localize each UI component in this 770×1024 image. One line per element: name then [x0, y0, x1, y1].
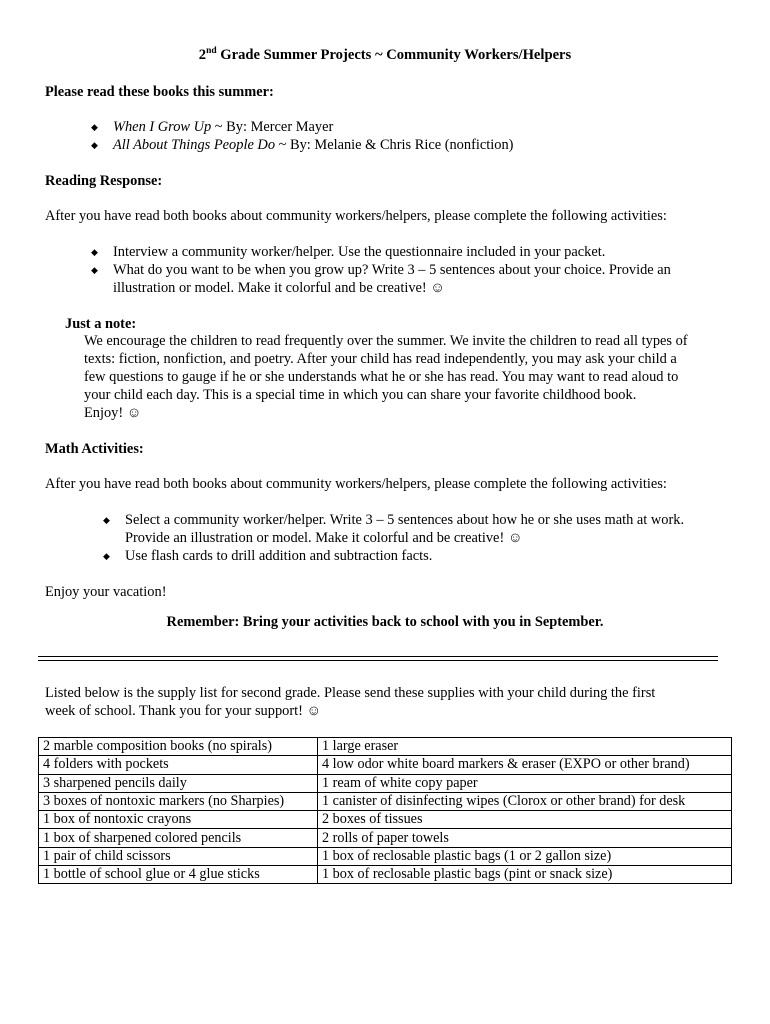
table-row — [39, 811, 732, 829]
reading-intro: After you have read both books about community workers/helpers, please complete the following activities: — [45, 208, 667, 224]
table-cell: 4 folders with pockets — [39, 756, 318, 774]
books-heading: Please read these books this summer: — [45, 84, 274, 100]
bullet-icon: ◆ — [91, 140, 98, 150]
page-title — [0, 46, 770, 66]
bullet-icon: ◆ — [91, 265, 98, 275]
table-cell: 1 canister of disinfecting wipes (Clorox or other brand) for desk — [318, 792, 732, 810]
table-cell: 2 boxes of tissues — [318, 811, 732, 829]
title-grade-superscript: nd — [206, 46, 217, 56]
reading-heading: Reading Response: — [45, 173, 163, 189]
table-row — [39, 829, 732, 847]
table-row — [39, 847, 732, 865]
math-activity-continued: Provide an illustration or model. Make it colorful and be creative! ☺ — [125, 530, 523, 546]
note-line: your child each day. This is a special time in which you can share your favorite childhood book. — [84, 387, 637, 403]
bullet-icon: ◆ — [103, 551, 110, 561]
book-title: All About Things People Do — [113, 137, 276, 153]
table-cell: 3 boxes of nontoxic markers (no Sharpies) — [39, 792, 318, 810]
bullet-icon: ◆ — [103, 515, 110, 525]
math-heading: Math Activities: — [45, 441, 144, 457]
table-row — [39, 756, 732, 774]
table-cell: 1 box of nontoxic crayons — [39, 811, 318, 829]
table-row — [39, 774, 732, 792]
title-text: Grade Summer Projects ~ Community Workers/Helpers — [216, 47, 572, 63]
table-cell: 1 bottle of school glue or 4 glue sticks — [39, 866, 318, 884]
table-cell: 1 pair of child scissors — [39, 847, 318, 865]
divider-line — [38, 656, 718, 657]
math-intro: After you have read both books about community workers/helpers, please complete the following activities: — [45, 476, 667, 492]
book-title: When I Grow Up — [113, 119, 212, 135]
table-cell: 1 box of sharpened colored pencils — [39, 829, 318, 847]
table-cell: 3 sharpened pencils daily — [39, 774, 318, 792]
table-cell: 1 box of reclosable plastic bags (pint or snack size) — [318, 866, 732, 884]
note-line: few questions to gauge if he or she understands what he or she has read. You may want to read aloud to — [84, 369, 679, 385]
supply-intro-line: Listed below is the supply list for second grade. Please send these supplies with your child during the first — [45, 685, 656, 701]
table-row — [39, 792, 732, 810]
table-cell: 1 large eraser — [318, 738, 732, 756]
math-activity: Use flash cards to drill addition and subtraction facts. — [125, 548, 433, 564]
note-line: Enjoy! ☺ — [84, 405, 142, 421]
note-heading: Just a note: — [65, 316, 137, 332]
math-activity: Select a community worker/helper. Write 3 – 5 sentences about how he or she uses math at work. — [125, 512, 685, 528]
table-row — [39, 866, 732, 884]
supply-intro-line: week of school. Thank you for your support! ☺ — [45, 703, 322, 719]
table-cell: 1 box of reclosable plastic bags (1 or 2 gallon size) — [318, 847, 732, 865]
bullet-icon: ◆ — [91, 122, 98, 132]
table-cell: 4 low odor white board markers & eraser (EXPO or other brand) — [318, 756, 732, 774]
table-cell: 2 rolls of paper towels — [318, 829, 732, 847]
note-line: We encourage the children to read frequently over the summer. We invite the children to read all types of — [84, 333, 688, 349]
table-row — [39, 738, 732, 756]
bullet-icon: ◆ — [91, 247, 98, 257]
table-cell: 1 ream of white copy paper — [318, 774, 732, 792]
reading-activity-continued: illustration or model. Make it colorful and be creative! ☺ — [113, 280, 445, 296]
book-author: ~ By: Melanie & Chris Rice (nonfiction) — [275, 137, 514, 153]
vacation-line: Enjoy your vacation! — [45, 584, 167, 600]
remember-line: Remember: Bring your activities back to school with you in September. — [166, 614, 604, 630]
supply-table — [38, 737, 732, 884]
note-line: texts: fiction, nonfiction, and poetry. After your child has read independently, you may ask your child a — [84, 351, 677, 367]
title-grade-number: 2 — [198, 47, 207, 63]
reading-activity: Interview a community worker/helper. Use the questionnaire included in your packet. — [113, 244, 606, 260]
reading-activity: What do you want to be when you grow up? Write 3 – 5 sentences about your choice. Provide an — [113, 262, 671, 278]
book-item — [113, 136, 513, 154]
divider-line — [38, 660, 718, 661]
book-item — [113, 118, 333, 136]
book-author: ~ By: Mercer Mayer — [211, 119, 334, 135]
table-cell: 2 marble composition books (no spirals) — [39, 738, 318, 756]
